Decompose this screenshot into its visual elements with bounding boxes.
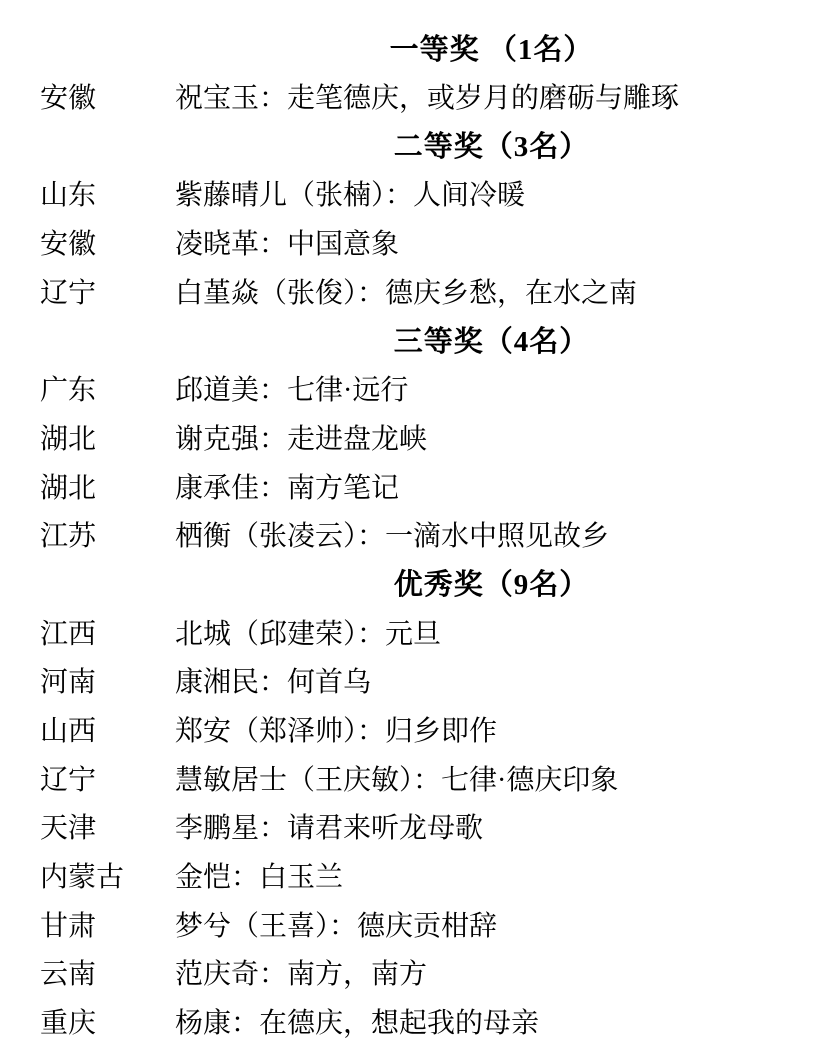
entry-cell: 紫藤晴儿（张楠）：人间冷暖: [175, 180, 526, 212]
winner-row: [0, 659, 833, 708]
entry-cell: 栖衡（张凌云）：一滴水中照见故乡: [175, 521, 610, 553]
winner-row: [0, 756, 833, 805]
province-cell: 云南: [40, 959, 97, 991]
province-cell: 广东: [40, 375, 97, 407]
award-tier-heading-third-prize: 三等奖（4名）: [393, 325, 590, 358]
entry-cell: 慧敏居士（王庆敏）：七律·德庆印象: [175, 764, 619, 796]
entry-cell: 金恺：白玉兰: [175, 862, 344, 894]
entry-cell: 杨康：在德庆，想起我的母亲: [175, 1008, 540, 1040]
entry-cell: 北城（邱建荣）：元旦: [175, 618, 442, 650]
entry-cell: 梦兮（王喜）：德庆贡柑辞: [175, 910, 498, 942]
winner-row: [0, 464, 833, 513]
winner-row: [0, 805, 833, 854]
province-cell: 甘肃: [40, 910, 97, 942]
entry-cell: 郑安（郑泽帅）：归乡即作: [175, 715, 498, 747]
province-cell: 内蒙古: [40, 862, 125, 894]
province-cell: 湖北: [40, 472, 97, 504]
province-cell: 江西: [40, 618, 97, 650]
entry-cell: 康湘民：何首乌: [175, 667, 372, 699]
award-tier-heading-first-prize: 一等奖 （1名）: [389, 33, 594, 66]
winner-row: [0, 269, 833, 318]
province-cell: 江苏: [40, 521, 97, 553]
winner-row: [0, 416, 833, 465]
entry-cell: 凌晓革：中国意象: [175, 229, 400, 261]
province-cell: 山西: [40, 715, 97, 747]
winner-row: [0, 513, 833, 562]
winner-row: [0, 610, 833, 659]
province-cell: 安徽: [40, 83, 97, 115]
winner-row: [0, 708, 833, 757]
province-cell: 重庆: [40, 1008, 97, 1040]
entry-cell: 谢克强：走进盘龙峡: [175, 423, 428, 455]
province-cell: 辽宁: [40, 764, 97, 796]
entry-cell: 祝宝玉：走笔德庆，或岁月的磨砺与雕琢: [175, 83, 680, 115]
winner-row: [0, 1000, 833, 1049]
entry-cell: 邱道美：七律·远行: [175, 375, 409, 407]
award-tier-heading-excellence-prize: 优秀奖（9名）: [393, 569, 590, 602]
entry-cell: 李鹏星：请君来听龙母歌: [175, 813, 484, 845]
entry-cell: 白堇焱（张俊）：德庆乡愁，在水之南: [175, 277, 638, 309]
winner-row: [0, 221, 833, 270]
award-tier-heading-second-prize: 二等奖（3名）: [393, 131, 590, 164]
winner-row: [0, 75, 833, 124]
province-cell: 河南: [40, 667, 97, 699]
province-cell: 山东: [40, 180, 97, 212]
province-cell: 安徽: [40, 229, 97, 261]
winner-row: [0, 902, 833, 951]
province-cell: 辽宁: [40, 277, 97, 309]
winner-row: [0, 367, 833, 416]
province-cell: 湖北: [40, 423, 97, 455]
entry-cell: 康承佳：南方笔记: [175, 472, 400, 504]
winner-row: [0, 854, 833, 903]
province-cell: 天津: [40, 813, 97, 845]
entry-cell: 范庆奇：南方，南方: [175, 959, 428, 991]
winner-row: [0, 951, 833, 1000]
winner-row: [0, 172, 833, 221]
